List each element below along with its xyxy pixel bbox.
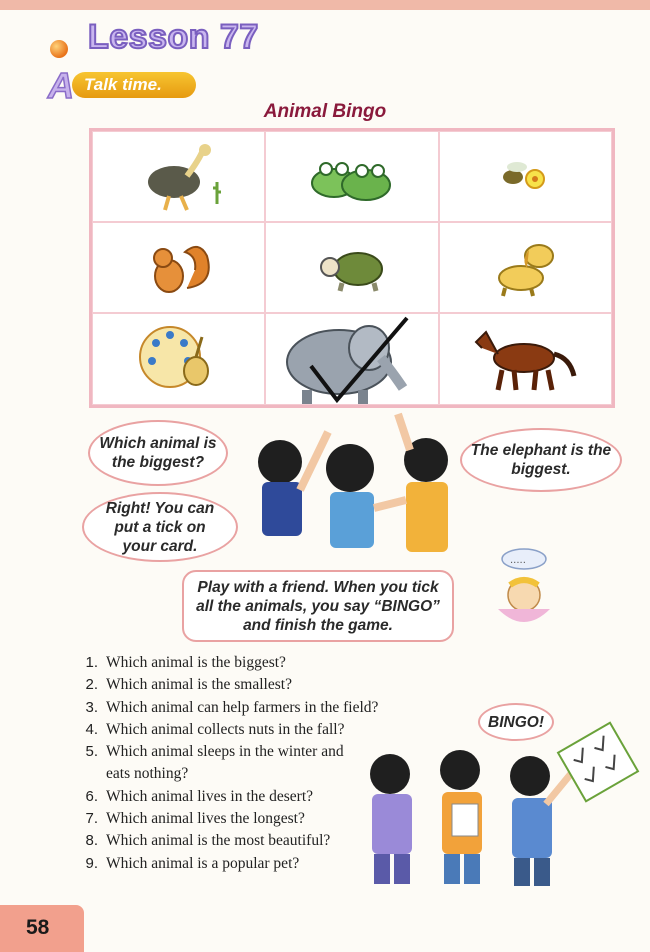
right-bubble: Right! You can put a tick on your card. bbox=[82, 492, 238, 562]
section-label: Talk time. bbox=[72, 72, 196, 98]
bingo-cell-dog bbox=[439, 222, 612, 313]
bingo-cell-elephant bbox=[265, 313, 438, 405]
peacock-icon bbox=[134, 319, 224, 399]
question-number: 5. bbox=[85, 743, 98, 761]
question-number: 4. bbox=[85, 720, 98, 738]
question-text: Which animal can help farmers in the field? bbox=[106, 698, 379, 716]
question-text: Which animal lives the longest? bbox=[106, 810, 305, 828]
list-item bbox=[64, 674, 444, 696]
question-text: Which animal is the smallest? bbox=[106, 676, 292, 694]
question-bubble: Which animal is the biggest? bbox=[88, 420, 228, 486]
tortoise-icon bbox=[312, 243, 392, 293]
question-text: Which animal is the most beautiful? bbox=[106, 832, 331, 850]
dog-icon bbox=[485, 238, 565, 298]
frogs-icon bbox=[302, 147, 402, 207]
instruction-box: Play with a friend. When you tick all the animals, you say “BINGO” and finish the game. bbox=[182, 570, 454, 642]
bingo-cell-peacock bbox=[92, 313, 265, 405]
question-number: 1. bbox=[85, 654, 98, 671]
kids-with-cards-illustration bbox=[360, 720, 640, 890]
section-letter: A bbox=[48, 65, 74, 106]
bingo-cell-bee bbox=[439, 131, 612, 222]
bee-icon bbox=[495, 157, 555, 197]
question-text: Which animal is a popular pet? bbox=[106, 854, 300, 872]
question-text: Which animal is the biggest? bbox=[106, 654, 286, 671]
question-number: 7. bbox=[85, 810, 98, 828]
question-number: 8. bbox=[85, 832, 98, 850]
bingo-cell-horse bbox=[439, 313, 612, 405]
svg-text:.....: ..... bbox=[510, 555, 526, 566]
list-item bbox=[64, 652, 444, 674]
bingo-shout-bubble: BINGO! bbox=[478, 703, 554, 741]
bingo-title: Animal Bingo bbox=[263, 101, 387, 122]
answer-bubble: The elephant is the biggest. bbox=[460, 428, 622, 492]
bingo-cell-squirrel bbox=[92, 222, 265, 313]
bingo-cell-ostrich bbox=[92, 131, 265, 222]
question-text: Which animal sleeps in the winter and eats nothing? bbox=[106, 743, 344, 783]
children-pointing-illustration bbox=[250, 410, 460, 560]
top-band bbox=[0, 0, 650, 10]
lesson-title: Lesson 77 bbox=[88, 18, 259, 56]
elephant-icon bbox=[277, 314, 427, 404]
page-number: 58 bbox=[26, 916, 50, 939]
bingo-cell-frogs bbox=[265, 131, 438, 222]
question-number: 3. bbox=[85, 698, 98, 716]
question-text: Which animal collects nuts in the fall? bbox=[106, 720, 345, 738]
question-text: Which animal lives in the desert? bbox=[106, 787, 314, 805]
question-number: 6. bbox=[85, 787, 98, 805]
orange-dot-icon bbox=[50, 40, 68, 58]
bingo-card bbox=[89, 128, 615, 408]
question-number: 9. bbox=[85, 854, 98, 872]
list-item bbox=[64, 697, 444, 719]
horse-icon bbox=[470, 324, 580, 394]
squirrel-icon bbox=[139, 238, 219, 298]
angel-thinking-illustration bbox=[488, 545, 560, 635]
question-number: 2. bbox=[85, 676, 98, 694]
bingo-cell-tortoise bbox=[265, 222, 438, 313]
ostrich-icon bbox=[129, 142, 229, 212]
